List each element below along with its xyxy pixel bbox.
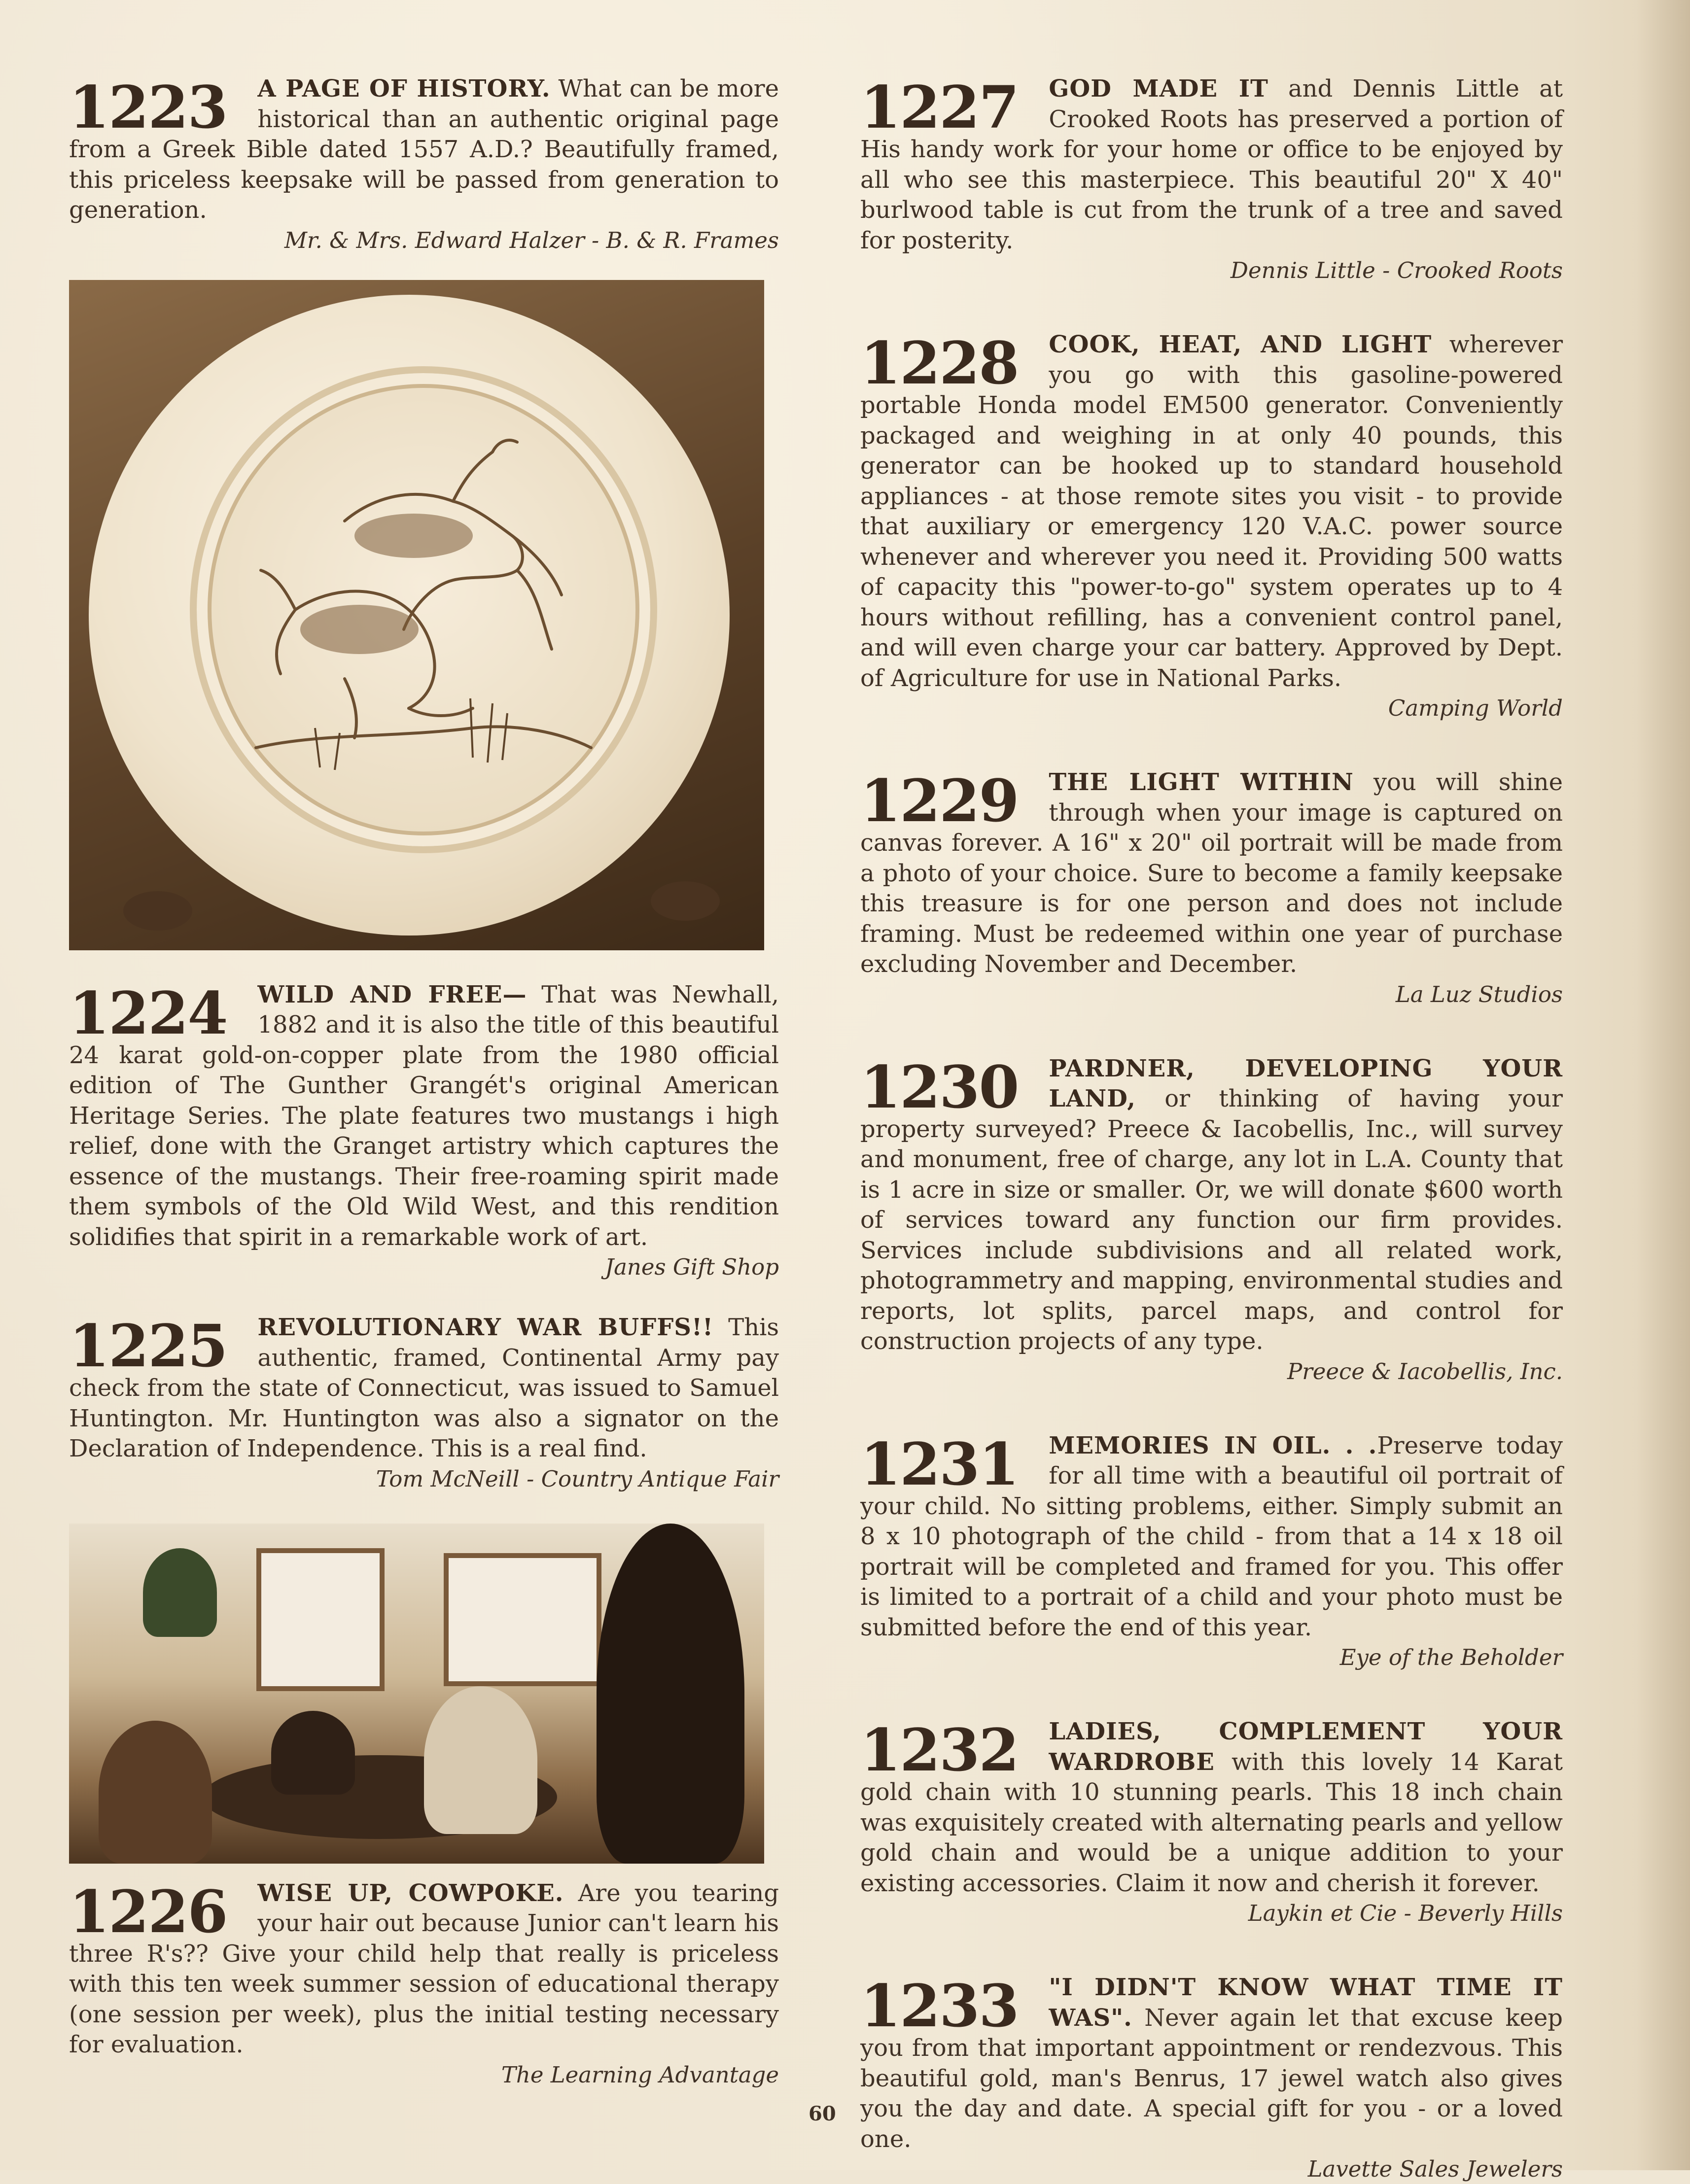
left-column	[69, 74, 779, 2090]
item-heading: COOK, HEAT, AND LIGHT	[1049, 331, 1432, 358]
item-body: This authentic, framed, Continental Army pay check from the state of Connecticut, was issued to Samuel Huntington. Mr. Huntington was also a signator on the Declaration of Independence. This is a real find.	[69, 1314, 779, 1462]
plate-relief	[190, 366, 657, 853]
item-donor: La Luz Studios	[1395, 981, 1563, 1007]
item-description	[69, 1878, 779, 2060]
item-heading: THE LIGHT WITHIN	[1049, 768, 1354, 796]
item-body: you will shine through when your image is captured on canvas forever. A 16" x 20" oil portrait will be made from a photo of your choice. Sure to become a family keepsake this treasure is for one person and does not include framing. Must be redeemed within one year of purchase excluding November and December.	[860, 768, 1563, 978]
item-body: and Dennis Little at Crooked Roots has preserved a portion of His handy work for your home or office to be enjoyed by all who see this masterpiece. This beautiful 20" X 40" burlwood table is cut from the trunk of a tree and saved for posterity.	[860, 75, 1563, 254]
item-description	[860, 1717, 1563, 1899]
item-body: with this lovely 14 Karat gold chain with 10 stunning pearls. This 18 inch chain was exquisitely created with alternating pearls and yellow gold chain and would be a unique addition to your existing accessories. Claim it now and cherish it forever.	[860, 1748, 1563, 1897]
child-left	[99, 1721, 212, 1864]
item-description	[860, 1431, 1563, 1643]
item-number: 1228	[860, 329, 1019, 397]
item-number: 1232	[860, 1716, 1019, 1784]
item-heading: REVOLUTIONARY WAR BUFFS!!	[257, 1314, 714, 1341]
auction-item-1225	[69, 1313, 779, 1494]
plate-stand-right	[651, 881, 720, 921]
item-donor: Dennis Little - Crooked Roots	[1230, 257, 1563, 283]
plate-stand-left	[123, 891, 192, 931]
item-heading: LADIES, COMPLEMENT YOUR WARDROBE	[1049, 1718, 1563, 1776]
page-edge-shadow	[1636, 0, 1690, 2170]
mustangs-relief-illustration	[197, 373, 650, 846]
window-right	[444, 1553, 601, 1686]
auction-item-1230	[860, 1054, 1563, 1387]
item-body: Are you tearing your hair out because Junior can't learn his three R's?? Give your child help that really is priceless with this ten week summer session of educational therapy (one session per week), plus the initial testing necessary for evaluation.	[69, 1879, 779, 2058]
item-description	[69, 980, 779, 1253]
item-heading: A PAGE OF HISTORY.	[257, 75, 551, 103]
window-left	[256, 1548, 385, 1691]
auction-item-1227	[860, 74, 1563, 285]
item-number: 1229	[860, 766, 1019, 835]
item-donor: The Learning Advantage	[501, 2061, 779, 2088]
child-center	[271, 1711, 355, 1795]
item-donor: Mr. & Mrs. Edward Halzer - B. & R. Frames	[284, 227, 779, 253]
item-description	[860, 330, 1563, 693]
item-donor: Lavette Sales Jewelers	[1307, 2156, 1563, 2182]
auction-item-1231	[860, 1431, 1563, 1673]
item-number: 1226	[69, 1877, 227, 1946]
item-body: Never again let that excuse keep you from that important appointment or rendezvous. This beautiful gold, man's Benrus, 17 jewel watch also gives you the day and date. A special gift for you - or a loved one.	[860, 2004, 1563, 2153]
auction-item-1233	[860, 1973, 1563, 2184]
item-heading: "I DIDN'T KNOW WHAT TIME IT WAS".	[1049, 1974, 1563, 2032]
mustang-plate-photo	[69, 280, 764, 950]
item-description	[860, 74, 1563, 256]
page-number: 60	[809, 2102, 836, 2125]
item-donor: Camping World	[1388, 695, 1563, 721]
item-body: wherever you go with this gasoline-powered portable Honda model EM500 generator. Conveniently packaged and weighing in at only 40 pounds, this generator can be hooked up to standard household appliances - at those remote sites you visit - to provide that auxiliary or emergency 120 V.A.C. power source whenever and wherever you need it. Providing 500 watts of capacity this "power-to-go" system operates up to 4 hours without refilling, has a convenient control panel, and will even charge your car battery. Approved by Dept. of Agriculture for use in National Parks.	[860, 331, 1563, 692]
right-column	[860, 74, 1563, 2184]
teacher-standing	[597, 1524, 744, 1864]
hanging-plant	[143, 1548, 217, 1637]
item-heading: MEMORIES IN OIL. . .	[1049, 1431, 1377, 1459]
item-description	[860, 767, 1563, 980]
item-number: 1225	[69, 1312, 227, 1380]
item-body: Preserve today for all time with a beautiful oil portrait of your child. No sitting problems, either. Simply submit an 8 x 10 photograph of the child - from that a 14 x 18 oil portrait will be completed and framed for you. This offer is limited to a portrait of a child and your photo must be submitted before the end of this year.	[860, 1431, 1563, 1641]
item-number: 1227	[860, 73, 1019, 141]
item-heading: PARDNER, DEVELOPING YOUR LAND,	[1049, 1054, 1563, 1112]
item-description	[69, 1313, 779, 1464]
item-donor: Laykin et Cie - Beverly Hills	[1248, 1900, 1563, 1926]
teacher-seated	[424, 1686, 537, 1834]
item-number: 1233	[860, 1972, 1019, 2040]
item-body: That was Newhall, 1882 and it is also the title of this beautiful 24 karat gold-on-copper plate from the 1980 official edition of The Gunther Grangét's original American Heritage Series. The plate features two mustangs i high relief, done with the Granget artistry which captures the essence of the mustangs. Their free-roaming spirit made them symbols of the Old Wild West, and this rendition solidifies that spirit in a remarkable work of art.	[69, 980, 779, 1251]
auction-item-1223	[69, 74, 779, 255]
item-heading: WILD AND FREE—	[257, 980, 527, 1008]
auction-item-1229	[860, 767, 1563, 1009]
item-heading: WISE UP, COWPOKE.	[257, 1879, 564, 1907]
auction-item-1226	[69, 1878, 779, 2090]
item-description	[860, 1973, 1563, 2154]
item-description	[69, 74, 779, 226]
item-description	[860, 1054, 1563, 1357]
item-donor: Eye of the Beholder	[1339, 1644, 1563, 1670]
item-heading: GOD MADE IT	[1049, 75, 1268, 103]
auction-item-1228	[860, 330, 1563, 723]
item-donor: Tom McNeill - Country Antique Fair	[376, 1465, 779, 1492]
auction-item-1224	[69, 980, 779, 1283]
item-donor: Janes Gift Shop	[605, 1254, 779, 1280]
tutoring-session-photo	[69, 1524, 764, 1864]
item-body: or thinking of having your property surveyed? Preece & Iacobellis, Inc., will survey and monument, free of charge, any lot in L.A. County that is 1 acre in size or smaller. Or, we will donate $600 worth of services toward any function our firm provides. Services include subdivisions and all related work, photogrammetry and mapping, environmental studies and reports, lot splits, parcel maps, and control for construction projects of any type.	[860, 1085, 1563, 1355]
item-body: What can be more historical than an authentic original page from a Greek Bible dated 1557 A.D.? Beautifully framed, this priceless keepsake will be passed from generation to generation.	[69, 75, 779, 224]
item-number: 1230	[860, 1052, 1019, 1121]
item-number: 1224	[69, 978, 227, 1047]
item-number: 1231	[860, 1429, 1019, 1498]
item-donor: Preece & Iacobellis, Inc.	[1287, 1358, 1563, 1385]
item-number: 1223	[69, 73, 227, 141]
auction-item-1232	[860, 1717, 1563, 1928]
